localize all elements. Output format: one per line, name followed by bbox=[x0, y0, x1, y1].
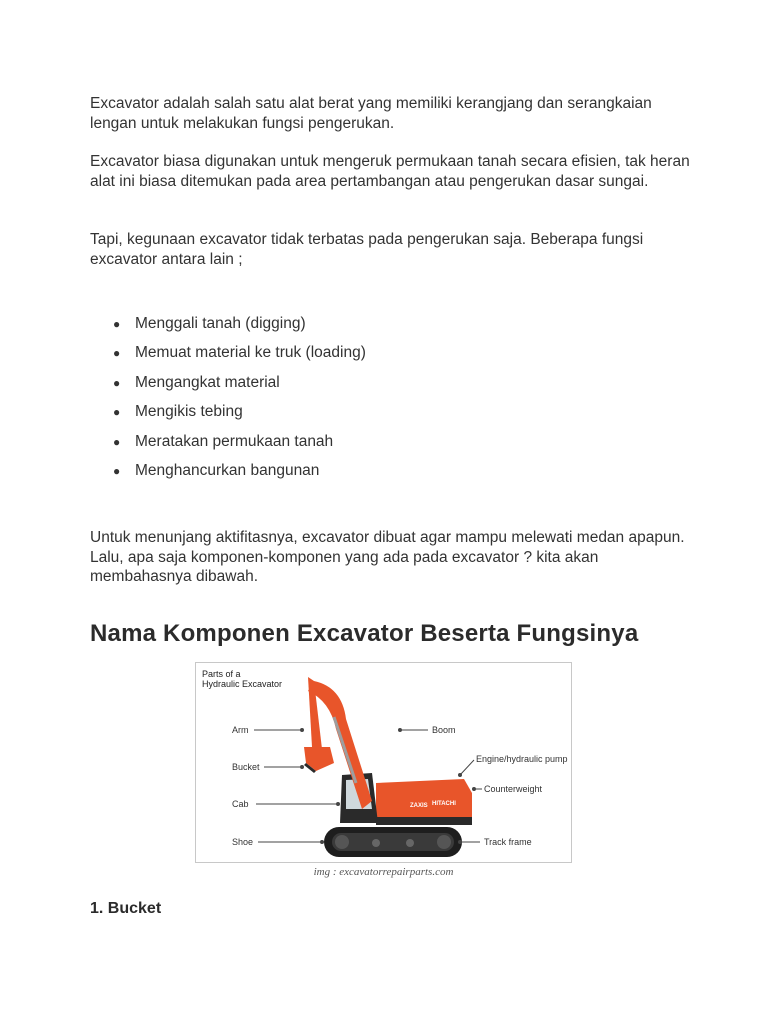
figure-title-line-1: Parts of a bbox=[202, 669, 241, 679]
leader-dot bbox=[398, 728, 402, 732]
bullet-dot-icon: ● bbox=[113, 375, 121, 390]
label-shoe: Shoe bbox=[232, 837, 254, 847]
left-labels bbox=[232, 725, 340, 847]
brand-decal: HITACHI bbox=[432, 801, 456, 807]
list-item bbox=[90, 342, 650, 371]
label-arm: Arm bbox=[232, 725, 249, 735]
leader-dot bbox=[320, 840, 324, 844]
label-counterweight: Counterweight bbox=[484, 784, 543, 794]
leader-dot bbox=[300, 765, 304, 769]
list-item-text: Menggali tanah (digging) bbox=[135, 315, 306, 332]
leader-dot bbox=[472, 787, 476, 791]
upper-body-shape bbox=[376, 779, 472, 823]
track-frame-shape bbox=[332, 833, 454, 851]
list-item-text: Mengangkat material bbox=[135, 373, 280, 391]
list-item bbox=[90, 431, 650, 460]
components-intro-paragraph: Untuk menunjang aktifitasnya, excavator dibuat agar mampu melewati medan apapun. Lalu, apa saja komponen-komponen yang ada pada excavator ? kita akan membahasnya dibawah. bbox=[90, 529, 685, 585]
track-wheel bbox=[335, 835, 349, 849]
label-engine: Engine/hydraulic pump bbox=[476, 754, 568, 764]
bullet-dot-icon: ● bbox=[113, 434, 121, 449]
leader-dot bbox=[300, 728, 304, 732]
list-item bbox=[90, 401, 650, 430]
label-boom: Boom bbox=[432, 725, 456, 735]
label-track-frame: Track frame bbox=[484, 837, 532, 847]
bullet-dot-icon: ● bbox=[113, 346, 121, 361]
functions-list bbox=[90, 313, 650, 489]
list-item-text: Menghancurkan bangunan bbox=[135, 461, 320, 479]
functions-intro-paragraph: Tapi, kegunaan excavator tidak terbatas pada pengerukan saja. Beberapa fungsi excavator antara lain ; bbox=[90, 231, 644, 268]
list-item bbox=[90, 313, 650, 342]
excavator-diagram bbox=[196, 663, 573, 864]
list-item-text: Meratakan permukaan tanah bbox=[135, 432, 334, 450]
figure-caption: img : excavatorrepairparts.com bbox=[313, 866, 454, 878]
bullet-dot-icon: ● bbox=[113, 317, 121, 331]
bullet-dot-icon: ● bbox=[113, 405, 121, 420]
figure-title-line-2: Hydraulic Excavator bbox=[202, 679, 283, 689]
list-item-text: Memuat material ke truk (loading) bbox=[135, 344, 366, 362]
body-base-shape bbox=[376, 817, 472, 825]
bullet-dot-icon: ● bbox=[113, 463, 121, 478]
leader-dot bbox=[336, 802, 340, 806]
list-item-text: Mengikis tebing bbox=[135, 403, 243, 421]
section-title: Nama Komponen Excavator Beserta Fungsinya bbox=[90, 620, 639, 647]
track-roller bbox=[406, 839, 414, 847]
track-roller bbox=[372, 839, 380, 847]
excavator-parts-figure bbox=[195, 662, 572, 863]
label-cab: Cab bbox=[232, 799, 249, 809]
excavator-illustration bbox=[304, 677, 472, 857]
label-bucket: Bucket bbox=[232, 762, 260, 772]
list-item bbox=[90, 460, 650, 489]
subsection-title: 1. Bucket bbox=[90, 900, 162, 917]
list-item bbox=[90, 372, 650, 401]
intro-paragraph: Excavator adalah salah satu alat berat yang memiliki kerangjang dan serangkaian lengan untuk melakukan fungsi pengerukan. bbox=[90, 95, 652, 132]
leader-dot bbox=[458, 840, 462, 844]
usage-paragraph: Excavator biasa digunakan untuk mengeruk permukaan tanah secara efisien, tak heran alat ini biasa ditemukan pada area pertambangan atau pengerukan dasar sungai. bbox=[90, 153, 690, 190]
model-decal: ZAXIS bbox=[410, 803, 428, 809]
track-wheel bbox=[437, 835, 451, 849]
leader-line bbox=[460, 760, 474, 775]
